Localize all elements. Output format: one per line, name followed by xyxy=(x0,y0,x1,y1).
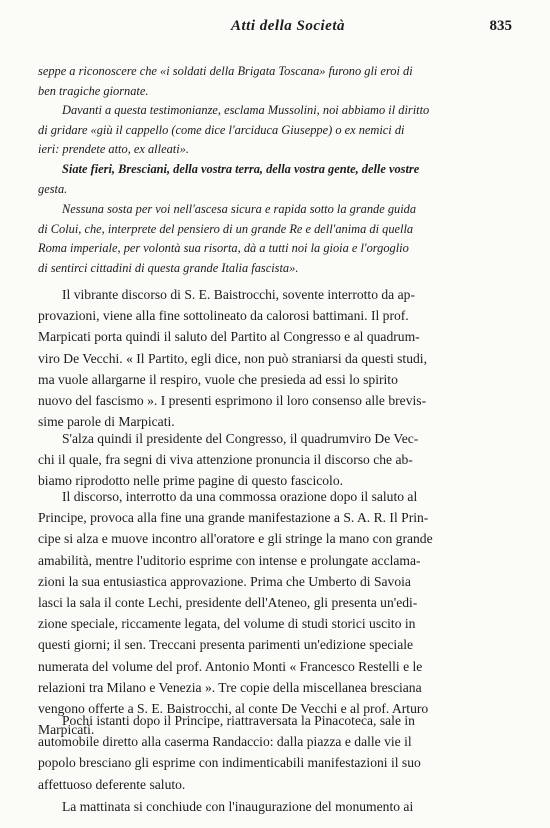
text-line: sime parole di Marpicati. xyxy=(38,414,175,430)
text-line: S'alza quindi il presidente del Congresso, il quadrumviro De Vec- xyxy=(62,431,419,446)
text-line: amabilità, mentre l'uditorio esprime con intense e prolungate acclama- xyxy=(38,552,421,568)
text-line: zione speciale, riccamente legata, del volume di studi storici uscito in xyxy=(38,616,416,632)
text-line: nuovo del fascismo ». I presenti esprimono il loro consenso alle brevis- xyxy=(38,393,427,409)
text-line: Principe, provoca alla fine una grande manifestazione a S. A. R. Il Prin- xyxy=(38,510,429,526)
text-line: seppe a riconoscere che «i soldati della Brigata Toscana» furono gli eroi di xyxy=(38,64,413,78)
text-line: numerata del volume del prof. Antonio Monti « Francesco Restelli e le xyxy=(38,658,423,674)
text-line: di Colui, che, interprete del pensiero di un grande Re e dell'anima di quella xyxy=(38,221,414,236)
body-paragraph xyxy=(38,428,512,492)
text-line: relazioni tra Milano e Venezia ». Tre copie della miscellanea bresciana xyxy=(38,679,422,695)
text-line: popolo bresciano gli esprime con indimenticabili manifestazioni il suo xyxy=(38,755,421,771)
text-line: di gridare «giù il cappello (come dice l'arciduca Giuseppe) o ex nemici di xyxy=(38,122,405,137)
quote-paragraph xyxy=(38,101,512,160)
text-line: cipe si alza e muove incontro all'oratore e gli stringe la mano con grande xyxy=(38,531,433,547)
text-line: Davanti a questa testimonianze, esclama Mussolini, noi abbiamo il diritto xyxy=(62,103,430,117)
body-paragraph xyxy=(38,284,512,432)
text-line: viro De Vecchi. « Il Partito, egli dice, non può straniarsi da questi studi, xyxy=(38,350,427,366)
text-line: vengono offerte a S. E. Baistrocchi, al conte De Vecchi e al prof. Arturo xyxy=(38,701,429,717)
page-header xyxy=(64,18,512,38)
text-line: zioni la sua entusiastica approvazione. Prima che Umberto di Savoia xyxy=(38,573,411,589)
running-title: Atti della Società xyxy=(231,18,345,34)
text-line: ieri: prendete atto, ex alleati». xyxy=(38,142,189,156)
text-line: Il vibrante discorso di S. E. Baistrocchi, sovente interrotto da ap- xyxy=(62,287,415,302)
text-line: questi giorni; il sen. Treccani presenta parimenti un'edizione speciale xyxy=(38,637,414,653)
text-line: Pochi istanti dopo il Principe, riattraversata la Pinacoteca, sale in xyxy=(62,713,415,728)
body-paragraph xyxy=(38,710,512,795)
text-line: lasci la sala il conte Lechi, presidente dell'Ateneo, gli presenta un'edi- xyxy=(38,595,418,611)
text-line: Il discorso, interrotto da una commossa orazione dopo il saluto al xyxy=(62,489,418,504)
text-line: ben tragiche giornate. xyxy=(38,83,149,98)
text-line: Marpicati. xyxy=(38,722,95,738)
page-number: 835 xyxy=(489,18,512,34)
text-line: Nessuna sosta per voi nell'ascesa sicura e rapida sotto la grande guida xyxy=(62,202,417,216)
text-line: affettuoso deferente saluto. xyxy=(38,776,186,792)
text-line: Siate fieri, Bresciani, della vostra terra, della vostra gente, delle vostre xyxy=(62,162,420,176)
text-line: Marpicati porta quindi il saluto del Partito al Congresso e al quadrum- xyxy=(38,329,420,345)
text-line: di sentirci cittadini di questa grande Italia fascista». xyxy=(38,260,299,275)
text-line: chi il quale, fra segni di viva attenzione pronuncia il discorso che ab- xyxy=(38,452,413,468)
text-line: ma vuole allargarne il respiro, vuole che presieda ad essi lo spirito xyxy=(38,371,398,387)
text-line: provazioni, viene alla fine sottolineato da calorosi battimani. Il prof. xyxy=(38,308,409,324)
quote-paragraph xyxy=(38,62,512,101)
text-line: biamo riprodotto nelle prime pagine di questo fascicolo. xyxy=(38,473,344,489)
text-line: La mattinata si conchiude con l'inaugurazione del monumento ai xyxy=(62,799,414,814)
text-line: gesta. xyxy=(38,181,68,196)
body-paragraph xyxy=(38,486,512,740)
quote-paragraph xyxy=(38,160,512,199)
body-paragraph xyxy=(38,796,512,817)
text-line: automobile diretto alla caserma Randaccio: dalla piazza e dalle vie il xyxy=(38,734,412,750)
text-line: Roma imperiale, per volontà sua risorta, dà a tutti noi la gioia e l'orgoglio xyxy=(38,241,409,255)
quote-paragraph xyxy=(38,200,512,278)
